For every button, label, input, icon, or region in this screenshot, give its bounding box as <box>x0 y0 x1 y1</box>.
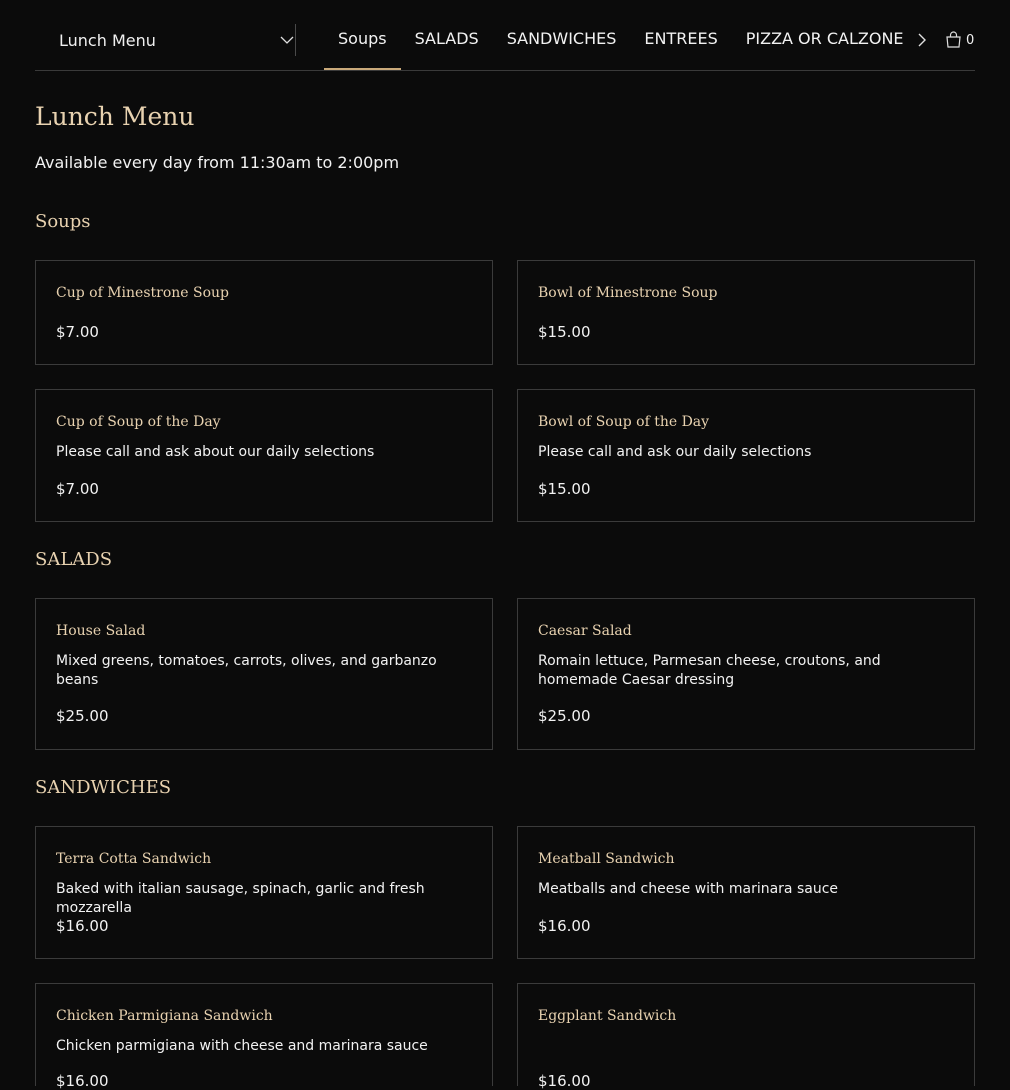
menu-item-description: Please call and ask about our daily selections <box>56 444 375 460</box>
tab-label: SALADS <box>414 29 479 48</box>
nav-divider <box>295 24 296 56</box>
page-title: Lunch Menu <box>35 102 195 131</box>
menu-item-name: Meatball Sandwich <box>538 851 675 867</box>
menu-item-card[interactable] <box>35 260 493 365</box>
section-title-sandwiches: SANDWICHES <box>35 777 172 798</box>
chevron-down-icon <box>279 32 295 48</box>
menu-item-name: Cup of Soup of the Day <box>56 414 221 430</box>
cart-count: 0 <box>966 32 975 48</box>
menu-item-card[interactable] <box>517 598 975 750</box>
menu-item-price: $15.00 <box>538 480 591 498</box>
menu-item-card[interactable] <box>35 598 493 750</box>
menu-item-name: Caesar Salad <box>538 623 632 639</box>
tab-sandwiches[interactable] <box>493 0 631 70</box>
menu-item-card[interactable] <box>35 826 493 959</box>
category-tabs <box>324 0 914 70</box>
menu-item-price: $25.00 <box>56 707 109 725</box>
tab-label: Soups <box>338 29 387 48</box>
menu-item-price: $16.00 <box>538 1072 591 1090</box>
menu-item-price: $16.00 <box>56 1072 109 1090</box>
page-subtitle: Available every day from 11:30am to 2:00pm <box>35 153 400 172</box>
menu-selector-dropdown[interactable] <box>35 22 295 58</box>
menu-item-name: Chicken Parmigiana Sandwich <box>56 1008 273 1024</box>
menu-item-name: Terra Cotta Sandwich <box>56 851 212 867</box>
top-nav-bar <box>35 0 975 71</box>
menu-item-card[interactable] <box>517 260 975 365</box>
shopping-bag-icon <box>945 31 962 48</box>
menu-item-card[interactable] <box>35 983 493 1090</box>
tab-label: SANDWICHES <box>506 29 617 48</box>
menu-item-price: $15.00 <box>538 323 591 341</box>
tab-salads[interactable] <box>401 0 493 70</box>
menu-item-description: Please call and ask our daily selections <box>538 444 812 460</box>
menu-selector-label: Lunch Menu <box>59 30 156 50</box>
tab-entrees[interactable] <box>630 0 731 70</box>
chevron-right-icon[interactable] <box>913 30 931 50</box>
menu-item-name: House Salad <box>56 623 146 639</box>
menu-item-name: Bowl of Soup of the Day <box>538 414 710 430</box>
tab-label: PIZZA OR CALZONE <box>745 29 904 48</box>
menu-item-card[interactable] <box>517 826 975 959</box>
menu-item-price: $16.00 <box>56 917 109 935</box>
section-title-soups: Soups <box>35 211 91 232</box>
tab-pizza-or-calzone[interactable] <box>732 0 914 70</box>
menu-item-price: $7.00 <box>56 480 99 498</box>
menu-item-description: Chicken parmigiana with cheese and marinara sauce <box>56 1038 428 1054</box>
menu-item-card[interactable] <box>35 389 493 522</box>
cart-button[interactable] <box>945 28 974 50</box>
menu-item-price: $16.00 <box>538 917 591 935</box>
menu-item-card[interactable] <box>517 983 975 1090</box>
menu-item-description: Mixed greens, tomatoes, carrots, olives, and garbanzo beans <box>56 653 437 688</box>
menu-item-name: Eggplant Sandwich <box>538 1008 677 1024</box>
section-title-salads: SALADS <box>35 549 113 570</box>
menu-item-name: Bowl of Minestrone Soup <box>538 285 718 301</box>
menu-item-description: Romain lettuce, Parmesan cheese, croutons, and homemade Caesar dressing <box>538 653 881 688</box>
menu-item-price: $7.00 <box>56 323 99 341</box>
menu-item-description: Meatballs and cheese with marinara sauce <box>538 881 839 897</box>
menu-item-description: Baked with italian sausage, spinach, garlic and fresh mozzarella <box>56 881 425 916</box>
tab-label: ENTREES <box>644 29 718 48</box>
menu-item-price: $25.00 <box>538 707 591 725</box>
tab-soups[interactable] <box>324 0 401 70</box>
menu-item-name: Cup of Minestrone Soup <box>56 285 229 301</box>
menu-item-card[interactable] <box>517 389 975 522</box>
